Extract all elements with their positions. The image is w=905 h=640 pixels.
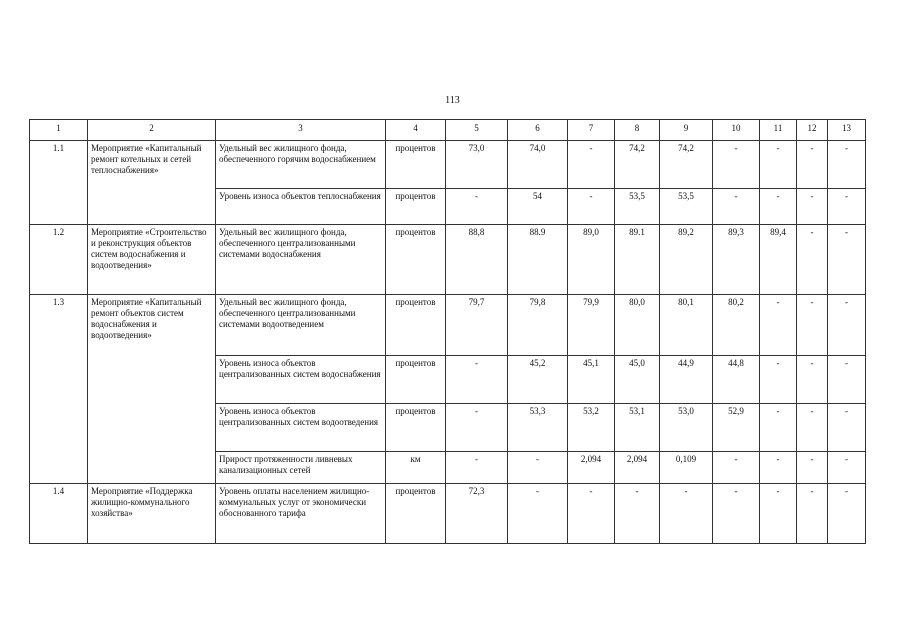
value-cell: 53,0	[660, 404, 713, 452]
value-cell: 80,0	[615, 295, 660, 356]
header-cell: 12	[797, 120, 828, 141]
unit-cell: процентов	[386, 404, 446, 452]
value-cell: 88,8	[446, 225, 508, 295]
value-cell: -	[797, 356, 828, 404]
header-cell: 4	[386, 120, 446, 141]
value-cell: -	[828, 452, 866, 484]
value-cell: -	[797, 225, 828, 295]
value-cell: 80,1	[660, 295, 713, 356]
header-cell: 6	[508, 120, 568, 141]
indicator-name-cell: Удельный вес жилищного фонда, обеспеченного централизованными системами водоотведением	[216, 295, 386, 356]
value-cell: 89,4	[760, 225, 797, 295]
unit-cell: процентов	[386, 141, 446, 189]
value-cell: 73,0	[446, 141, 508, 189]
value-cell: 74,2	[615, 141, 660, 189]
header-cell: 2	[88, 120, 216, 141]
header-cell: 10	[713, 120, 760, 141]
header-cell: 11	[760, 120, 797, 141]
table-row	[30, 141, 866, 189]
value-cell: -	[446, 189, 508, 225]
value-cell: 44,9	[660, 356, 713, 404]
value-cell: 80,2	[713, 295, 760, 356]
value-cell: -	[797, 189, 828, 225]
value-cell: -	[713, 189, 760, 225]
unit-cell: процентов	[386, 225, 446, 295]
value-cell: 89,0	[568, 225, 615, 295]
value-cell: -	[508, 452, 568, 484]
value-cell: -	[660, 484, 713, 544]
value-cell: -	[760, 484, 797, 544]
value-cell: -	[446, 452, 508, 484]
unit-cell: процентов	[386, 295, 446, 356]
value-cell: 89,2	[660, 225, 713, 295]
value-cell: 45,2	[508, 356, 568, 404]
value-cell: 45,1	[568, 356, 615, 404]
value-cell: -	[828, 404, 866, 452]
table-row	[30, 295, 866, 356]
value-cell: -	[615, 484, 660, 544]
value-cell: -	[828, 225, 866, 295]
table-row	[30, 225, 866, 295]
header-cell: 8	[615, 120, 660, 141]
value-cell: 74,0	[508, 141, 568, 189]
value-cell: -	[568, 484, 615, 544]
value-cell: -	[760, 404, 797, 452]
value-cell: 52,9	[713, 404, 760, 452]
value-cell: -	[828, 189, 866, 225]
value-cell: 79,9	[568, 295, 615, 356]
table-header-row	[30, 120, 866, 141]
value-cell: 79,8	[508, 295, 568, 356]
value-cell: 2,094	[615, 452, 660, 484]
value-cell: 2,094	[568, 452, 615, 484]
row-number-cell: 1.1	[30, 141, 88, 225]
header-cell: 3	[216, 120, 386, 141]
value-cell: 0,109	[660, 452, 713, 484]
header-cell: 13	[828, 120, 866, 141]
value-cell: -	[797, 452, 828, 484]
indicator-name-cell: Уровень оплаты населением жилищно-коммунальных услуг от экономически обоснованного тарифа	[216, 484, 386, 544]
header-cell: 5	[446, 120, 508, 141]
table-row	[30, 484, 866, 544]
value-cell: -	[760, 141, 797, 189]
unit-cell: процентов	[386, 189, 446, 225]
value-cell: 53,2	[568, 404, 615, 452]
header-cell: 7	[568, 120, 615, 141]
value-cell: 45,0	[615, 356, 660, 404]
value-cell: -	[760, 295, 797, 356]
value-cell: -	[760, 189, 797, 225]
value-cell: -	[713, 141, 760, 189]
indicator-name-cell: Уровень износа объектов централизованных систем водоснабжения	[216, 356, 386, 404]
value-cell: -	[828, 141, 866, 189]
value-cell: -	[828, 295, 866, 356]
value-cell: 88.9	[508, 225, 568, 295]
row-number-cell: 1.2	[30, 225, 88, 295]
header-cell: 9	[660, 120, 713, 141]
event-cell: Мероприятие «Капитальный ремонт объектов систем водоснабжения и водоотведения»	[88, 295, 216, 484]
value-cell: 89,3	[713, 225, 760, 295]
table-body	[30, 120, 866, 544]
value-cell: -	[797, 141, 828, 189]
unit-cell: процентов	[386, 484, 446, 544]
event-cell: Мероприятие «Поддержка жилищно-коммунального хозяйства»	[88, 484, 216, 544]
value-cell: -	[797, 404, 828, 452]
event-cell: Мероприятие «Строительство и реконструкция объектов систем водоснабжения и водоотведения»	[88, 225, 216, 295]
value-cell: -	[828, 484, 866, 544]
value-cell: -	[760, 356, 797, 404]
value-cell: 53,5	[615, 189, 660, 225]
value-cell: -	[760, 452, 797, 484]
value-cell: -	[568, 141, 615, 189]
value-cell: -	[568, 189, 615, 225]
indicator-name-cell: Удельный вес жилищного фонда, обеспеченного централизованными системами водоснабжения	[216, 225, 386, 295]
indicator-name-cell: Уровень износа объектов централизованных систем водоотведения	[216, 404, 386, 452]
value-cell: -	[797, 295, 828, 356]
event-cell: Мероприятие «Капитальный ремонт котельных и сетей теплоснабжения»	[88, 141, 216, 225]
row-number-cell: 1.3	[30, 295, 88, 484]
value-cell: 54	[508, 189, 568, 225]
indicator-name-cell: Удельный вес жилищного фонда, обеспеченного горячим водоснабжением	[216, 141, 386, 189]
value-cell: 79,7	[446, 295, 508, 356]
page-number: 113	[445, 95, 460, 106]
value-cell: 72,3	[446, 484, 508, 544]
header-cell: 1	[30, 120, 88, 141]
value-cell: -	[713, 484, 760, 544]
value-cell: -	[446, 356, 508, 404]
value-cell: 74,2	[660, 141, 713, 189]
value-cell: -	[828, 356, 866, 404]
value-cell: 89.1	[615, 225, 660, 295]
value-cell: -	[713, 452, 760, 484]
value-cell: -	[446, 404, 508, 452]
value-cell: 53,5	[660, 189, 713, 225]
value-cell: 53,1	[615, 404, 660, 452]
unit-cell: процентов	[386, 356, 446, 404]
value-cell: -	[508, 484, 568, 544]
indicator-name-cell: Прирост протяженности ливневых канализационных сетей	[216, 452, 386, 484]
value-cell: 44,8	[713, 356, 760, 404]
indicator-name-cell: Уровень износа объектов теплоснабжения	[216, 189, 386, 225]
unit-cell: км	[386, 452, 446, 484]
value-cell: 53,3	[508, 404, 568, 452]
value-cell: -	[797, 484, 828, 544]
indicators-table	[29, 119, 866, 544]
row-number-cell: 1.4	[30, 484, 88, 544]
